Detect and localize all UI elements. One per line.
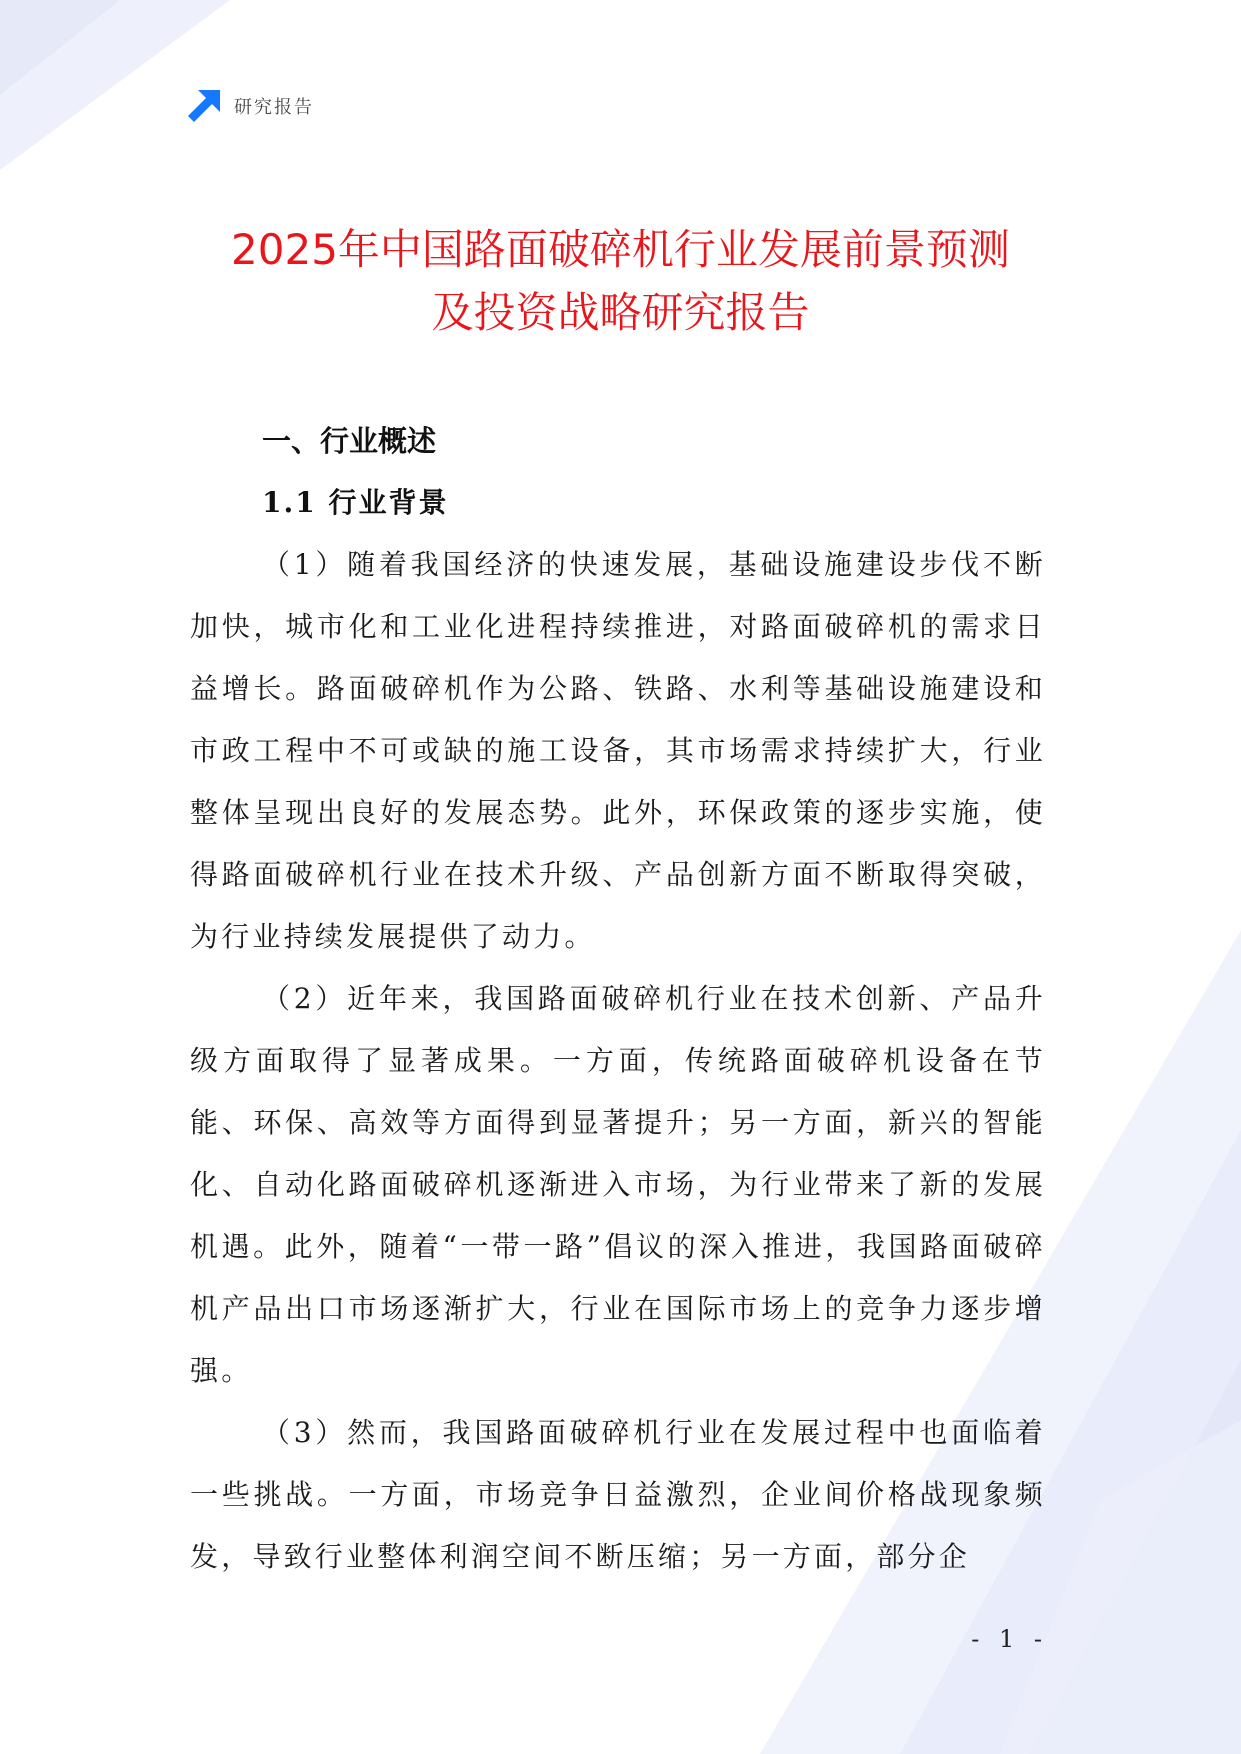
paragraph-2: （2）近年来，我国路面破碎机行业在技术创新、产品升级方面取得了显著成果。一方面，传统路面破碎机设备在节能、环保、高效等方面得到显著提升；另一方面，新兴的智能化、自动化路面破碎机逐渐进入市场，为行业带来了新的发展机遇。此外，随着“一带一路”倡议的深入推进，我国路面破碎机产品出口市场逐渐扩大，行业在国际市场上的竞争力逐步增强。 [190,982,1046,1387]
brand-header [186,88,314,124]
report-title [150,218,1091,344]
report-title-line-2: 及投资战略研究报告 [431,288,810,337]
body-text [190,534,1046,1588]
subsection-heading: 1.1 行业背景 [262,486,449,519]
brand-label: 研究报告 [234,97,314,118]
paragraph-3: （3）然而，我国路面破碎机行业在发展过程中也面临着一些挑战。一方面，市场竞争日益激烈，企业间价格战现象频发，导致行业整体利润空间不断压缩；另一方面，部分企 [190,1416,1046,1573]
arrow-up-right-icon [186,88,222,124]
section-heading: 一、行业概述 [262,424,437,458]
page-number: - 1 - [971,1625,1048,1653]
paragraph-1: （1）随着我国经济的快速发展，基础设施建设步伐不断加快，城市化和工业化进程持续推进，对路面破碎机的需求日益增长。路面破碎机作为公路、铁路、水利等基础设施建设和市政工程中不可或缺的施工设备，其市场需求持续扩大，行业整体呈现出良好的发展态势。此外，环保政策的逐步实施，使得路面破碎机行业在技术升级、产品创新方面不断取得突破，为行业持续发展提供了动力。 [190,548,1046,953]
report-title-line-1: 2025年中国路面破碎机行业发展前景预测 [231,225,1010,274]
